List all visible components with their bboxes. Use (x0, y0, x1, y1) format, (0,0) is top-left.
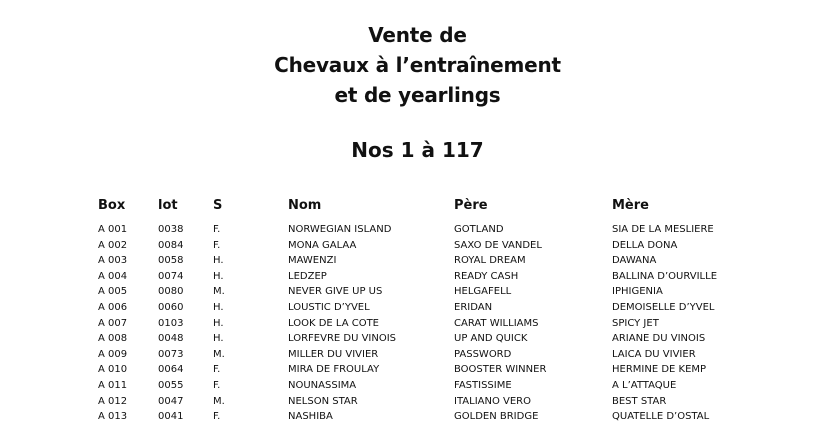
cell-mere: BALLINA D’OURVILLE (612, 270, 718, 282)
cell-mere: QUATELLE D’OSTAL (612, 411, 710, 423)
cell-pere: ROYAL DREAM (454, 255, 526, 267)
cell-nom: NELSON STAR (288, 395, 358, 407)
cell-nom: NEVER GIVE UP US (288, 286, 383, 298)
cell-sex: H. (213, 317, 224, 329)
cell-nom: MAWENZI (288, 255, 337, 267)
cell-box: A 005 (98, 286, 128, 298)
cell-box: A 003 (98, 255, 128, 267)
title-line-2: Chevaux à l’entraînement (274, 53, 561, 77)
cell-sex: M. (213, 348, 225, 360)
table-row (98, 378, 818, 394)
cell-pere: BOOSTER WINNER (454, 364, 547, 376)
cell-lot: 0060 (158, 301, 184, 313)
cell-nom: LORFEVRE DU VINOIS (288, 333, 397, 345)
cell-lot: 0048 (158, 333, 184, 345)
cell-pere: HELGAFELL (454, 286, 512, 298)
cell-lot: 0055 (158, 379, 184, 391)
header-mere: Mère (612, 198, 649, 213)
cell-box: A 004 (98, 270, 128, 282)
header-box: Box (98, 198, 126, 213)
cell-lot: 0084 (158, 239, 184, 251)
cell-mere: SIA DE LA MESLIERE (612, 224, 714, 235)
cell-sex: H. (213, 301, 224, 313)
cell-nom: MONA GALAA (288, 239, 357, 251)
table-row (98, 331, 818, 347)
cell-nom: LEDZEP (288, 270, 327, 282)
cell-mere: A L’ATTAQUE (612, 379, 677, 391)
cell-lot: 0080 (158, 286, 184, 298)
table-row (98, 253, 818, 269)
cell-box: A 008 (98, 333, 128, 345)
lots-table (98, 198, 818, 425)
header-nom: Nom (288, 198, 322, 213)
cell-box: A 013 (98, 411, 128, 423)
table-row (98, 222, 818, 238)
cell-box: A 009 (98, 348, 128, 360)
table-row (98, 394, 818, 410)
cell-mere: DAWANA (612, 255, 657, 267)
title-line-3: et de yearlings (334, 83, 501, 107)
cell-mere: DELLA DONA (612, 239, 678, 251)
table-row (98, 362, 818, 378)
table-row (98, 238, 818, 254)
cell-mere: SPICY JET (612, 317, 659, 329)
cell-sex: H. (213, 255, 224, 267)
cell-pere: FASTISSIME (454, 379, 512, 391)
cell-nom: MIRA DE FROULAY (288, 364, 380, 376)
cell-nom: NASHIBA (288, 411, 333, 423)
cell-lot: 0074 (158, 270, 184, 282)
cell-sex: M. (213, 286, 225, 298)
cell-lot: 0103 (158, 317, 184, 329)
cell-mere: IPHIGENIA (612, 286, 663, 298)
cell-lot: 0073 (158, 348, 184, 360)
cell-sex: F. (213, 239, 221, 251)
cell-mere: DEMOISELLE D’YVEL (612, 301, 715, 313)
table-row (98, 284, 818, 300)
cell-lot: 0058 (158, 255, 184, 267)
cell-mere: ARIANE DU VINOIS (612, 333, 706, 345)
cell-mere: LAICA DU VIVIER (612, 348, 696, 360)
cell-mere: BEST STAR (612, 395, 667, 407)
cell-box: A 011 (98, 379, 128, 391)
cell-nom: MILLER DU VIVIER (288, 348, 379, 360)
cell-mere: HERMINE DE KEMP (612, 364, 707, 376)
header-pere: Père (454, 198, 488, 213)
cell-box: A 010 (98, 364, 128, 376)
cell-lot: 0041 (158, 411, 184, 423)
cell-box: A 001 (98, 224, 128, 235)
table-body (98, 222, 818, 425)
table-row (98, 300, 818, 316)
cell-nom: LOOK DE LA COTE (288, 317, 379, 329)
cell-pere: ERIDAN (454, 301, 493, 313)
cell-box: A 012 (98, 395, 128, 407)
cell-nom: NORWEGIAN ISLAND (288, 224, 392, 235)
cell-sex: F. (213, 364, 221, 376)
cell-pere: CARAT WILLIAMS (454, 317, 539, 329)
cell-nom: NOUNASSIMA (288, 379, 357, 391)
cell-sex: M. (213, 395, 225, 407)
cell-sex: F. (213, 379, 221, 391)
cell-pere: SAXO DE VANDEL (454, 239, 542, 251)
table-row (98, 316, 818, 332)
cell-box: A 006 (98, 301, 128, 313)
cell-sex: F. (213, 411, 221, 423)
cell-lot: 0064 (158, 364, 184, 376)
title-line-1: Vente de (368, 23, 467, 47)
cell-pere: READY CASH (454, 270, 519, 282)
cell-pere: UP AND QUICK (454, 333, 528, 345)
cell-box: A 002 (98, 239, 128, 251)
cell-lot: 0038 (158, 224, 184, 235)
cell-nom: LOUSTIC D’YVEL (288, 301, 370, 313)
lot-range-subtitle: Nos 1 à 117 (351, 138, 484, 162)
cell-pere: GOLDEN BRIDGE (454, 411, 539, 423)
header-lot: lot (158, 198, 178, 213)
header-sex: S (213, 198, 223, 213)
cell-pere: GOTLAND (454, 224, 504, 235)
cell-sex: H. (213, 270, 224, 282)
table-row (98, 347, 818, 363)
table-header (98, 198, 818, 222)
table-row (98, 269, 818, 285)
cell-box: A 007 (98, 317, 128, 329)
cell-lot: 0047 (158, 395, 184, 407)
document-title (0, 20, 835, 110)
cell-sex: H. (213, 333, 224, 345)
cell-pere: ITALIANO VERO (454, 395, 531, 407)
cell-sex: F. (213, 224, 221, 235)
cell-pere: PASSWORD (454, 348, 512, 360)
